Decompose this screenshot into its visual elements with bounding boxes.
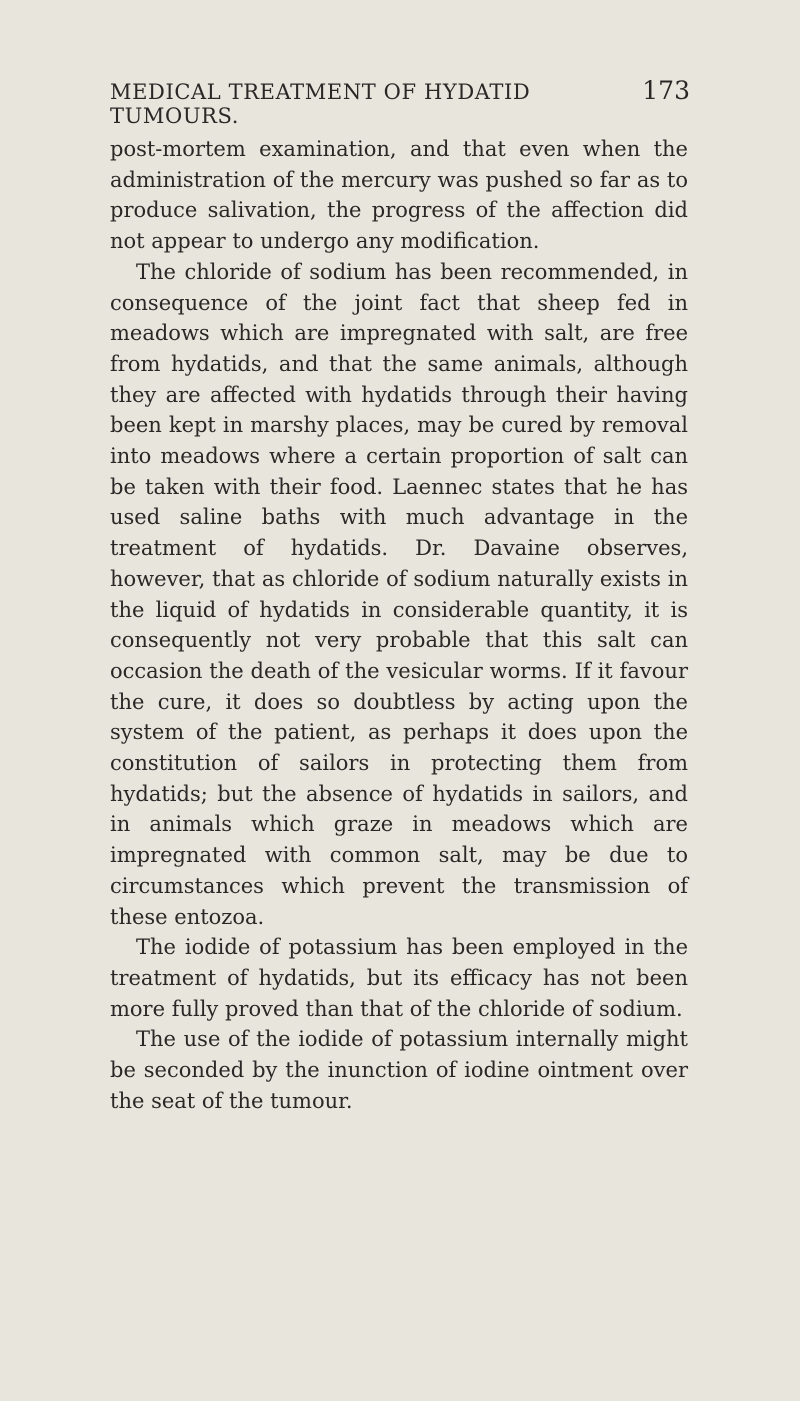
paragraph-iodide-of-potassium: The iodide of potassium has been employed in the treatment of hydatids, but its efficacy has not been more fully proved than that of the chloride of sodium. bbox=[110, 935, 688, 1021]
paragraph-continuation: post-mortem examination, and that even when the administration of the mercury was pushed so far as to produce salivation, the progress of the affection did not appear to undergo any modification. bbox=[110, 137, 688, 254]
page-number: 173 bbox=[642, 76, 690, 105]
running-title: MEDICAL TREATMENT OF HYDATID TUMOURS. bbox=[110, 80, 531, 128]
running-header bbox=[110, 76, 690, 128]
paragraph-chloride-of-sodium: The chloride of sodium has been recommended, in consequence of the joint fact that sheep fed in meadows which are impregnated with salt, are free from hydatids, and that the same animals, although they are affected with hydatids through their having been kept in marshy places, may be cured by removal into meadows where a certain proportion of salt can be taken with their food. Laennec states that he has used saline baths with much advantage in the treatment of hydatids. Dr. Davaine observes, however, that as chloride of sodium naturally exists in the liquid of hydatids in considerable quantity, it is consequently not very probable that this salt can occasion the death of the vesicular worms. If it favour the cure, it does so doubtless by acting upon the system of the patient, as perhaps it does upon the constitution of sailors in protecting them from hydatids; but the absence of hydatids in sailors, and in animals which graze in meadows which are impregnated with common salt, may be due to circumstances which prevent the transmission of these entozoa. bbox=[110, 259, 688, 929]
body-text bbox=[110, 134, 688, 1117]
paragraph-iodine-inunction: The use of the iodide of potassium internally might be seconded by the inunction of iodine ointment over the seat of the tumour. bbox=[110, 1027, 688, 1113]
